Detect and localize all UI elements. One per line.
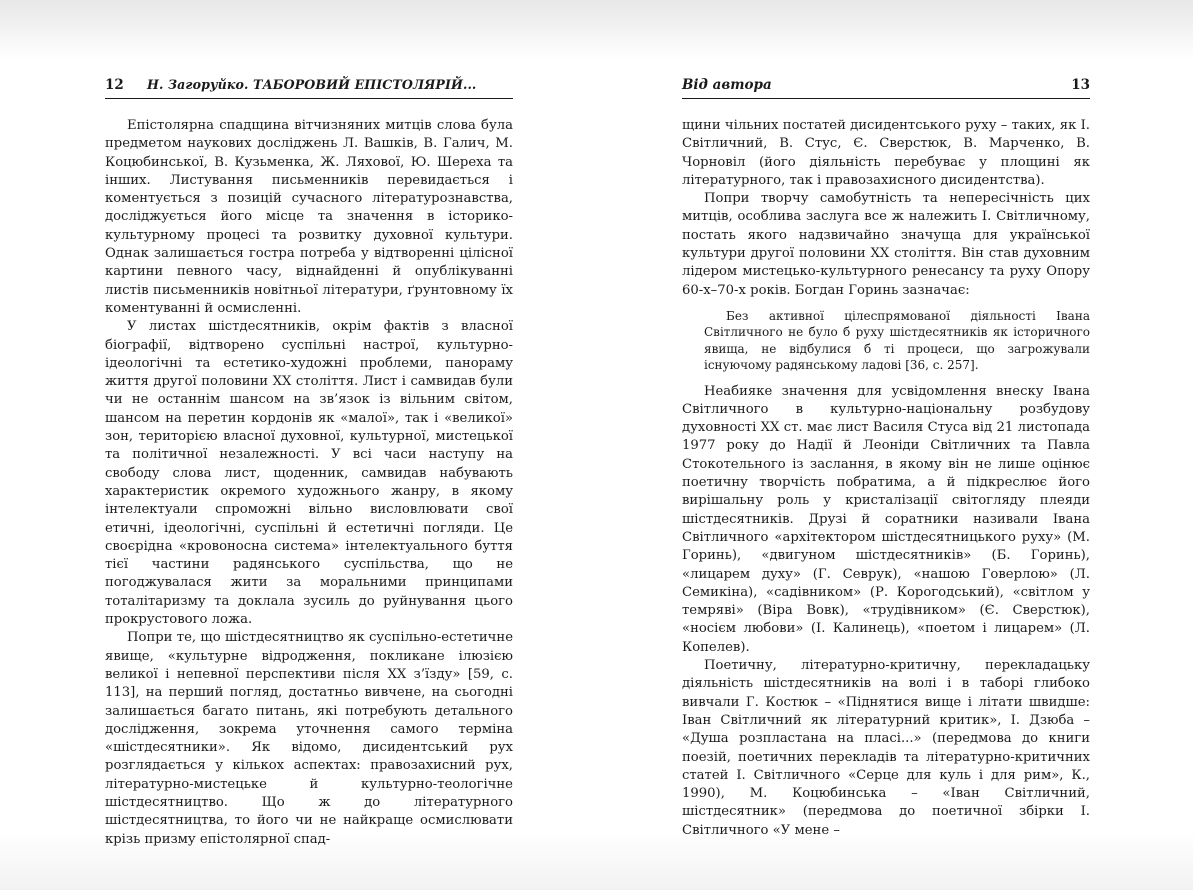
right-paragraph-4: Поетичну, літературно-критичну, перекладацьку діяльність шістдесятників на волі і в таборі глибоко вивчали Г. Костюк – «Піднятися вище і літати швидше: Іван Світличний як літературний критик», І. Дзюба – «Душа розпластана на пласі...» (передмова до книги поезій, поетичних перекладів та літературно-критичних статей І. Світличного «Серце для куль і для рим», К., 1990), М. Коцюбинська – «Іван Світличний, шістдесятник» (передмова до поетичної збірки І. Світличного «У мене – [682, 658, 1090, 838]
block-quote: Без активної цілеспрямованої діяльності Івана Світличного не було б руху шістдесятників як історичного явища, не відбулися б ті процеси, що загрожували існуючому радянському ладові [36, с. 257]. [704, 308, 1090, 373]
right-page [682, 72, 1090, 838]
right-paragraph-continued: щини чільних постатей дисидентського руху – таких, як І. Світличний, В. Стус, Є. Сверстюк, В. Марченко, В. Чорновіл (його діяльність перебуває у площині як літературного, так і правозахисного дисидентства). [682, 118, 1090, 188]
left-running-head [105, 72, 513, 99]
right-running-head [682, 72, 1090, 99]
right-paragraph-3: Неабияке значення для усвідомлення внеску Івана Світличного в культурно-національну розбудову духовності ХХ ст. має лист Василя Стуса від 21 листопада 1977 року до Надії й Леоніди Світличних та Павла Стокотельного із заслання, в якому він не лише оцінює поетичну творчість побратима, а й підкреслює його вирішальну роль у кристалізації світогляду плеяди шістдесятників. Друзі й соратники називали Івана Світличного «архітектором шістдесятницького руху» (М. Горинь), «двигуном шістдесятників» (Б. Горинь), «лицарем духу» (Г. Севрук), «нашою Говерлою» (Л. Семикіна), «садівником» (Р. Корогодський), «світлом у темряві» (Віра Вовк), «трудівником» (Є. Сверстюк), «носієм любови» (І. Калинець), «поетом і лицарем» (Л. Копелев). [682, 383, 1090, 655]
left-page-number: 12 [105, 77, 124, 93]
left-paragraph-2: У листах шістдесятників, окрім фактів з власної біографії, відтворено суспільні настрої, культурно-ідеологічні та естетико-художні проблеми, панораму життя другої половини ХХ століття. Лист і самвидав були чи не останнім шансом на зв’язок із вільним світом, шансом на перетин кордонів як «малої», так і «великої» зон, територією власної духовної, культурної, мистецької та політичної незалежності. У всі часи наступу на свободу слова лист, щоденник, самвидав набувають характеристик окремого художнього жанру, в якому інтелектуали спроможні вільно висловлювати свої етичні, ідеологічні, суспільні й естетичні погляди. Це своєрідна «кровоносна система» інтелектуального буття тієї частини радянського суспільства, що не погоджувалася жити за моральними принципами тоталітаризму та доклала зусиль до руйнування цього прокрустового ложа. [105, 319, 513, 628]
right-running-title: Від автора [682, 77, 772, 93]
right-body-text [682, 117, 1090, 840]
right-paragraph-2: Попри творчу самобутність та непересічність цих митців, особлива заслуга все ж належить І. Світличному, постать якого надзвичайно значуща для української культури другої половини ХХ століття. Він став духовним лідером мистецько-культурного ренесансу та руху Опору 60-х–70-х років. Богдан Горинь зазначає: [682, 191, 1090, 298]
left-page [105, 72, 513, 847]
left-paragraph-3: Попри те, що шістдесятництво як суспільно-естетичне явище, «культурне відродження, покликане ілюзією великої і непевної перспективи після ХХ з’їзду» [59, с. 113], на перший погляд, достатньо вивчене, на сьогодні залишається багато питань, які потребують детального дослідження, зокрема уточнення самого терміна «шістдесятники». Як відомо, дисидентський рух розглядається у кількох аспектах: правозахисний рух, літературно-мистецьке й культурно-теологічне шістдесятництво. Що ж до літературного шістдесятництва, то його чи не найкраще осмислювати крізь призму епістолярної спад- [105, 630, 513, 847]
left-paragraph-1: Епістолярна спадщина вітчизняних митців слова була предметом наукових досліджень Л. Вашків, В. Галич, М. Коцюбинської, В. Кузьменка, Ж. Ляхової, Ю. Шереха та інших. Листування письменників перевидається і коментується з позицій сучасного літературознавства, досліджується його місце та значення в історико-культурному процесі та розвитку духовної культури. Однак залишається гостра потреба у відтворенні цілісної картини певного часу, віднайденні й опублікуванні листів письменників новітньої літератури, ґрунтовному їх коментуванні й осмисленні. [105, 118, 513, 316]
left-running-title: Н. Загоруйко. ТАБОРОВИЙ ЕПІСТОЛЯРІЙ... [147, 77, 477, 92]
left-body-text [105, 117, 513, 849]
right-page-number: 13 [1071, 77, 1090, 93]
